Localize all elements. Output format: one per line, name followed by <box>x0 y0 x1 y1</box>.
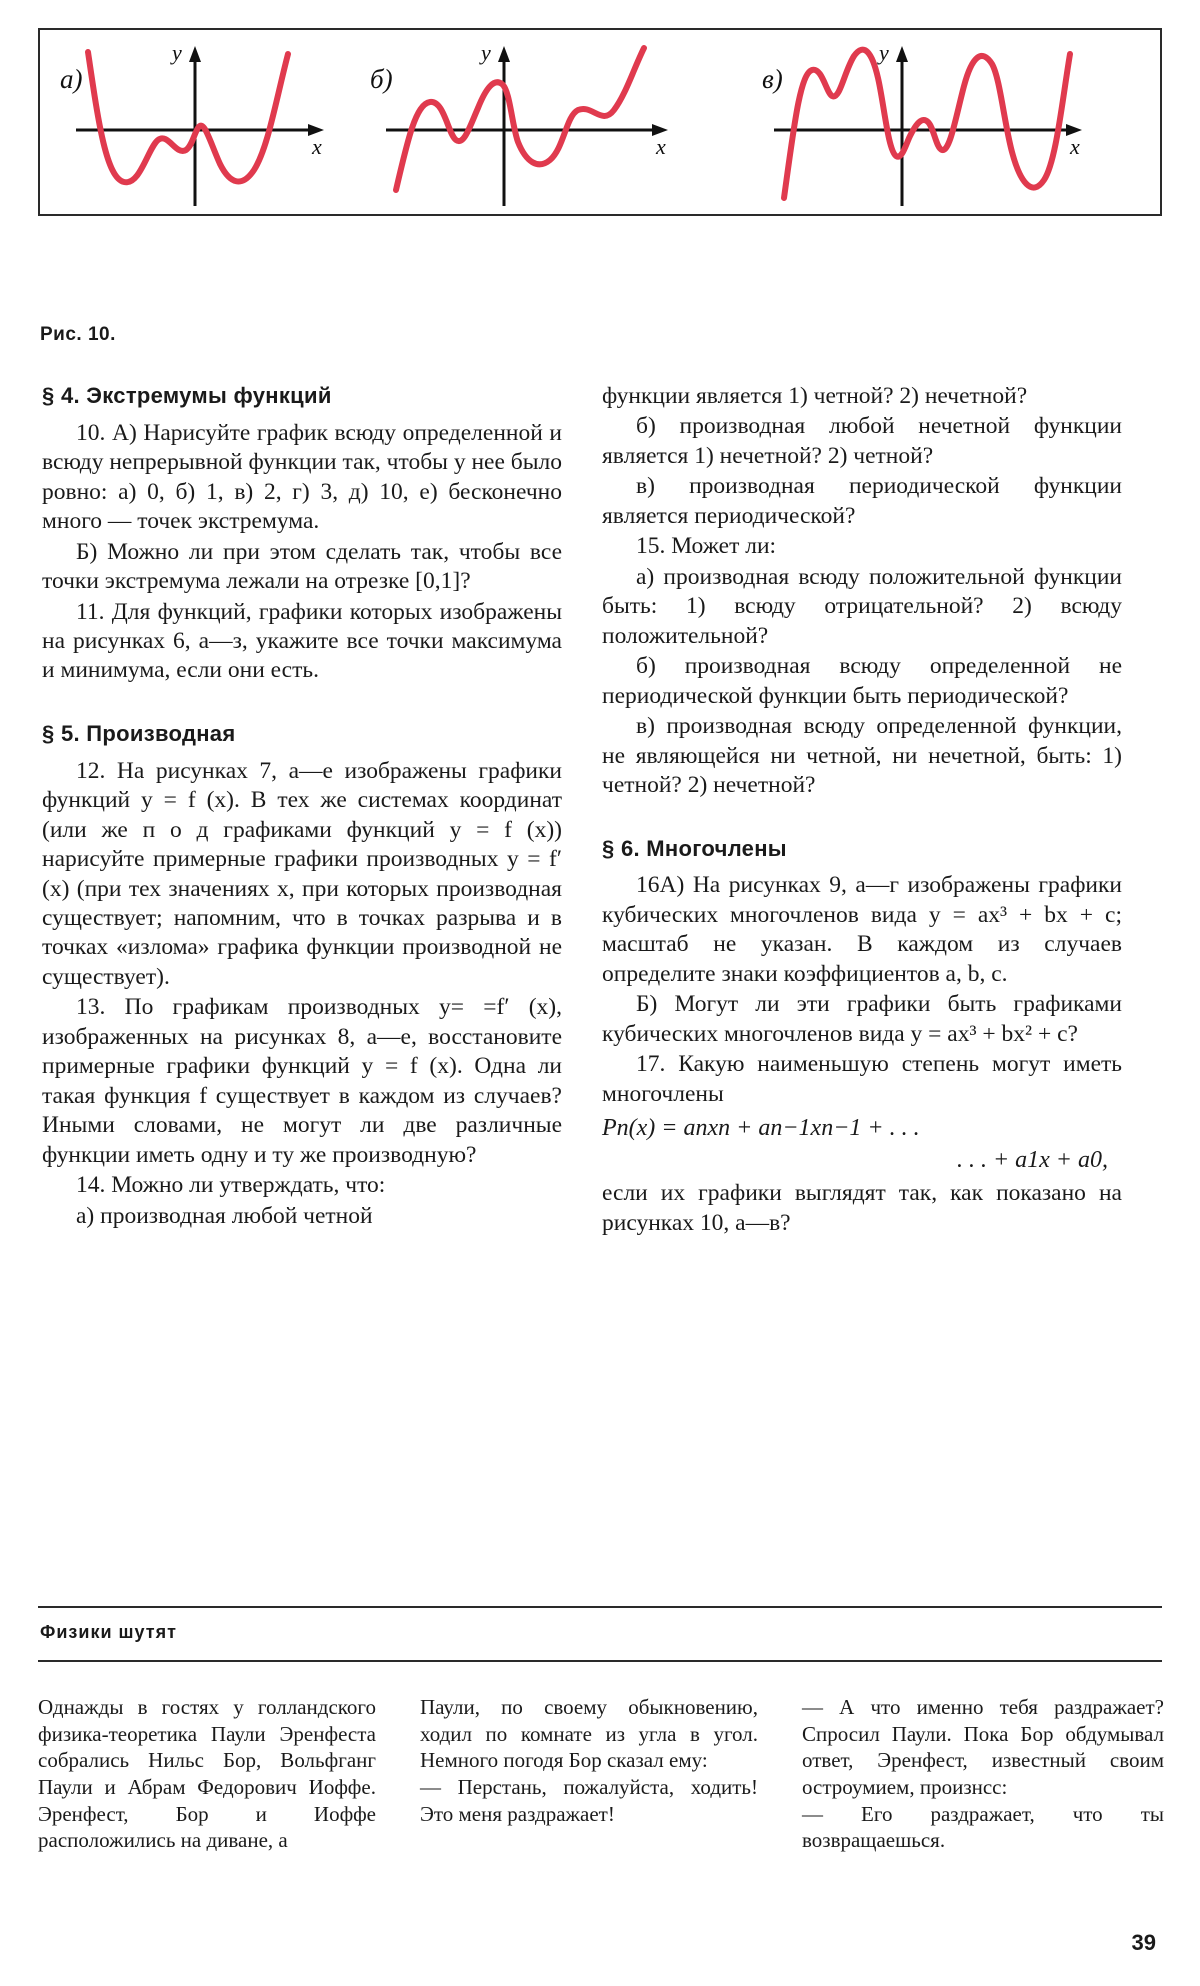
svg-text:x: x <box>312 134 322 159</box>
exercise-11: 11. Для функций, графики которых изображены на рисунках 6, а—з, укажите все точки максимума и минимума, если они есть. <box>42 598 562 684</box>
exercise-10a: 10. А) Нарисуйте график всюду определенной и всюду непрерывной функции так, чтобы у нее было ровно: а) 0, б) 1, в) 2, г) 3, д) 10, е) бесконечно много — точек экстремума. <box>42 419 562 535</box>
section-heading-5: § 5. Производная <box>42 720 236 746</box>
exercise-15a: а) производная всюду положительной функции быть: 1) всюду отрицательной? 2) всюду положительной? <box>602 563 1122 649</box>
graph-v-label: в) <box>762 64 783 94</box>
svg-text:y: y <box>172 40 182 65</box>
svg-text:y: y <box>481 40 491 65</box>
page-number: 39 <box>1131 1930 1156 1955</box>
exercise-13: 13. По графикам производных y= =f′ (x), изображенных на рисунках 8, а—е, восстановите примерные графики функций y = f (x). Одна ли такая функция f существует в каждом из случаев? Иными словами, не могут ли две различные функции иметь одну и ту же производную? <box>42 994 562 1168</box>
exercise-15b: б) производная всюду определенной не периодической функции быть периодической? <box>602 653 1122 709</box>
exercise-17-tail: если их графики выглядят так, как показано на рисунках 10, а—в? <box>602 1180 1122 1236</box>
svg-text:x: x <box>656 134 666 159</box>
exercise-10b: Б) Можно ли при этом сделать так, чтобы все точки экстремума лежали на отрезке [0,1]? <box>42 538 562 595</box>
formula-polynomial-continued: . . . + a1x + a0, <box>956 1147 1108 1174</box>
graph-b-svg <box>352 30 742 214</box>
exercise-15v: в) производная всюду определенной функции, не являющейся ни четной, ни нечетной, быть: 1) четной? 2) нечетной? <box>602 713 1122 799</box>
joke-section-heading: Физики шутят <box>40 1622 177 1642</box>
exercise-14a-continued: функции является 1) четной? 2) нечетной? <box>602 383 1028 409</box>
graph-a-label: а) <box>60 64 83 94</box>
joke-paragraph-4: — А что именно тебя раздражает? Спросил Паули. Пока Бор обдумывал ответ, Эренфест, известный своим остроумием, произнсс: <box>802 1695 1164 1799</box>
section-heading-6: § 6. Многочлены <box>602 835 787 861</box>
exercise-16b: Б) Могут ли эти графики быть графиками кубических многочленов вида y = ax³ + bx² + c? <box>602 991 1122 1047</box>
exercise-14v: в) производная периодической функции является периодической? <box>602 473 1122 529</box>
exercise-14b: б) производная любой нечетной функции является 1) нечетной? 2) четной? <box>602 413 1122 469</box>
joke-paragraph-1: Однажды в гостях у голландского физика-теоретика Паули Эренфеста собрались Нильс Бор, Вольфганг Паули и Абрам Федорович Иоффе. Эренфест, Бор и Иоффе расположились на диване, а <box>38 1695 376 1853</box>
section-heading-4: § 4. Экстремумы функций <box>42 383 332 408</box>
joke-columns <box>38 1694 1164 1924</box>
exercise-14: 14. Можно ли утверждать, что: <box>76 1172 386 1199</box>
graph-v <box>742 30 1160 214</box>
exercise-14a: а) производная любой четной <box>76 1202 373 1229</box>
svg-text:x: x <box>1070 134 1080 159</box>
graph-a <box>40 30 352 214</box>
joke-paragraph-5: — Его раздражает, что ты возвращаешься. <box>802 1801 1164 1853</box>
joke-column-1 <box>38 1694 376 1854</box>
exercise-12: 12. На рисунках 7, а—е изображены графики функций y = f (x). В тех же системах координат (или же п о д графиками функций y = f (x)) нарисуйте примерные графики производных y = f′ (x) (при тех значениях x, при которых производная существует; напомним, что в точках разрыва и в точках «излома» графика функции производной не существует). <box>42 757 562 990</box>
figure-10-box <box>38 28 1162 216</box>
figure-caption: Рис. 10. <box>40 324 116 345</box>
right-text-column <box>602 382 1122 1239</box>
svg-text:y: y <box>879 40 889 65</box>
joke-column-2 <box>420 1694 758 1827</box>
exercise-17: 17. Какую наименьшую степень могут иметь многочлены <box>602 1051 1122 1107</box>
joke-column-3 <box>802 1694 1164 1854</box>
divider-bottom <box>38 1660 1162 1662</box>
exercise-16a: 16А) На рисунках 9, а—г изображены графики кубических многочленов вида y = ax³ + bx + c; масштаб не указан. В каждом из случаев определите знаки коэффициентов a, b, c. <box>602 872 1122 987</box>
graph-v-svg <box>742 30 1160 214</box>
formula-polynomial: Pn(x) = anxn + an−1xn−1 + . . . <box>602 1115 920 1142</box>
joke-paragraph-2: Паули, по своему обыкновению, ходил по комнате из угла в угол. Немного погодя Бор сказал ему: <box>420 1695 758 1773</box>
exercise-15: 15. Может ли: <box>636 533 777 560</box>
graph-a-svg <box>40 30 352 214</box>
graph-b <box>352 30 742 214</box>
divider-top <box>38 1606 1162 1608</box>
left-text-column <box>42 382 562 1232</box>
joke-paragraph-3: — Перстань, пожалуйста, ходить! Это меня раздражает! <box>420 1774 758 1826</box>
graph-b-label: б) <box>370 64 393 94</box>
